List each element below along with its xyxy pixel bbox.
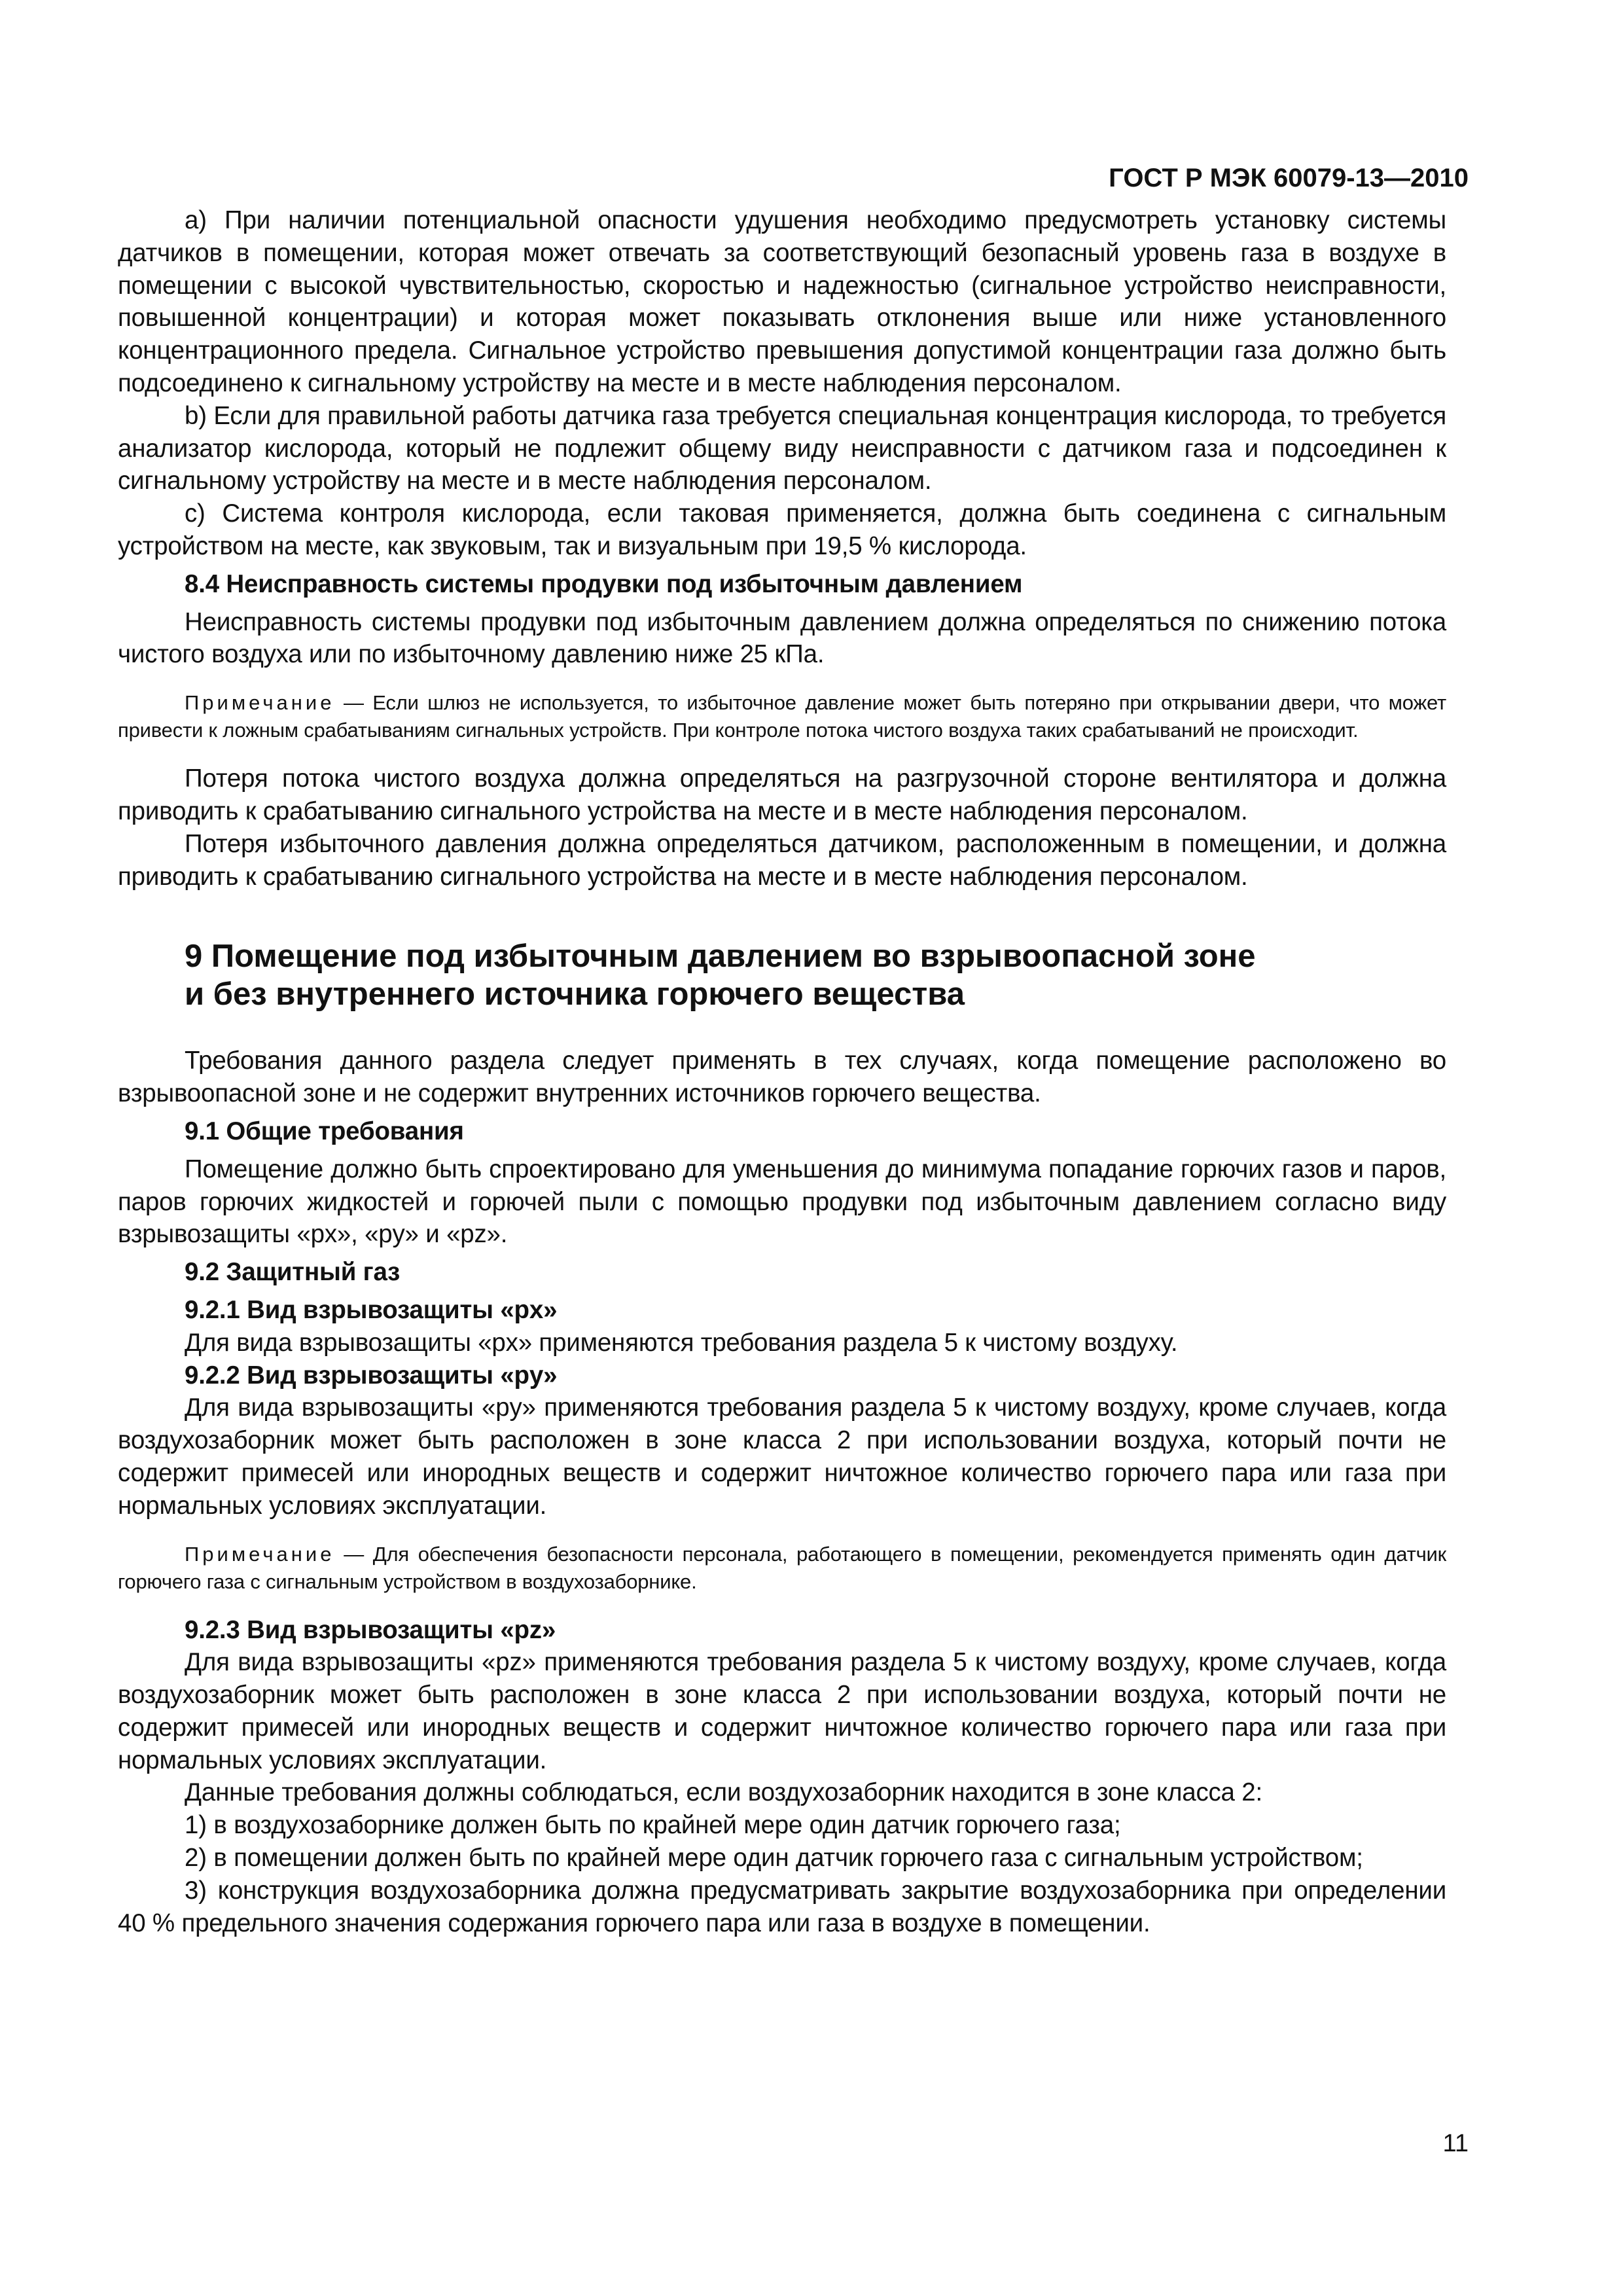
section-9-2-1-text: Для вида взрывозащиты «px» применяются требования раздела 5 к чистому воздуху. — [185, 1328, 1178, 1357]
section-9-2-2-text: Для вида взрывозащиты «py» применяются требования раздела 5 к чистому воздуху, кроме случаев, когда воздухозаборник может быть расположен в зоне класса 2 при использовании воздуха, который почти не содержит примесей или инородных веществ и содержит ничтожное количество горючего пара или газа при нормальных условиях эксплуатации. — [118, 1393, 1446, 1520]
paragraph-a: a) При наличии потенциальной опасности удушения необходимо предусмотреть установку системы датчиков в помещении, которая может отвечать за соответствующий безопасный уровень газа в воздухе в помещении с высокой чувствительностью, скоростью и надежностью (сигнальное устройство неисправности, повышенной концентрации) и которая может показывать отклонения выше или ниже установленного концентрационного предела. Сигнальное устройство превышения допустимой концентрации газа должно быть подсоединено к сигнальному устройству на месте и в месте наблюдения персоналом. — [118, 206, 1446, 397]
section-9-2-3-title: 9.2.3 Вид взрывозащиты «pz» — [185, 1615, 556, 1644]
list-item-2: 2) в помещении должен быть по крайней мере один датчик горючего газа с сигнальным устройством; — [185, 1844, 1363, 1873]
section-8-4-note — [118, 689, 1446, 744]
note-text: — Если шлюз не используется, то избыточное давление может быть потеряно при открывании двери, что может привести к ложным срабатываниям сигнальных устройств. При контроле потока чистого воздуха таких срабатываний не происходит. — [118, 691, 1446, 742]
section-9-title-line-2: и без внутреннего источника горючего вещества — [185, 977, 965, 1013]
section-8-4-paragraph-1: Неисправность системы продувки под избыточным давлением должна определяться по снижению потока чистого воздуха или по избыточному давлению ниже 25 кПа. — [118, 607, 1446, 669]
note-text: — Для обеспечения безопасности персонала, работающего в помещении, рекомендуется применять один датчик горючего газа с сигнальным устройством в воздухозаборнике. — [118, 1542, 1446, 1593]
page-content — [118, 204, 1446, 1939]
page-number: 11 — [1442, 2130, 1469, 2157]
note-label: Примечание — [185, 1542, 335, 1566]
paragraph-b: b) Если для правильной работы датчика газа требуется специальная концентрация кислорода, то требуется анализатор кислорода, который не подлежит общему виду неисправности с датчиком газа и подсоединен к сигнальному устройству на месте и в месте наблюдения персоналом. — [118, 401, 1446, 495]
section-9-2-2-note — [118, 1541, 1446, 1596]
section-8-4-paragraph-2: Потеря потока чистого воздуха должна определяться на разгрузочной стороне вентилятора и должна приводить к срабатыванию сигнального устройства на месте и в месте наблюдения персоналом. — [118, 764, 1446, 825]
section-9-2-1-title: 9.2.1 Вид взрывозащиты «px» — [185, 1295, 558, 1324]
note-label: Примечание — [185, 691, 335, 715]
section-9-title — [118, 937, 1446, 1013]
paragraph-c: c) Система контроля кислорода, если таковая применяется, должна быть соединена с сигнальным устройством на месте, как звуковым, так и визуальным при 19,5 % кислорода. — [118, 499, 1446, 560]
section-9-2-title: 9.2 Защитный газ — [185, 1258, 401, 1287]
section-8-4-title: 8.4 Неисправность системы продувки под избыточным давлением — [185, 569, 1023, 598]
document-code-header: ГОСТ Р МЭК 60079-13—2010 — [1109, 164, 1469, 192]
section-9-intro: Требования данного раздела следует применять в тех случаях, когда помещение расположено во взрывоопасной зоне и не содержит внутренних источников горючего вещества. — [118, 1047, 1446, 1108]
list-item-3: 3) конструкция воздухозаборника должна предусматривать закрытие воздухозаборника при определении 40 % предельного значения содержания горючего пара или газа в воздухе в помещении. — [118, 1876, 1446, 1937]
section-9-1-text: Помещение должно быть спроектировано для уменьшения до минимума попадание горючих газов и паров, паров горючих жидкостей и горючей пыли с помощью продувки под избыточным давлением согласно виду взрывозащиты «px», «py» и «pz». — [118, 1155, 1446, 1249]
section-9-2-3-text: Для вида взрывозащиты «pz» применяются требования раздела 5 к чистому воздуху, кроме случаев, когда воздухозаборник может быть расположен в зоне класса 2 при использовании воздуха, который почти не содержит примесей или инородных веществ и содержит ничтожное количество горючего пара или газа при нормальных условиях эксплуатации. — [118, 1648, 1446, 1774]
list-item-1: 1) в воздухозаборнике должен быть по крайней мере один датчик горючего газа; — [185, 1811, 1121, 1840]
section-9-2-2-title: 9.2.2 Вид взрывозащиты «py» — [185, 1361, 558, 1390]
section-8-4-paragraph-3: Потеря избыточного давления должна определяться датчиком, расположенным в помещении, и должна приводить к срабатыванию сигнального устройства на месте и в месте наблюдения персоналом. — [118, 829, 1446, 891]
section-9-2-3-requirements: Данные требования должны соблюдаться, если воздухозаборник находится в зоне класса 2: — [185, 1778, 1262, 1807]
section-9-1-title: 9.1 Общие требования — [185, 1117, 464, 1145]
section-9-title-line-1: 9 Помещение под избыточным давлением во взрывоопасной зоне — [185, 939, 1256, 975]
